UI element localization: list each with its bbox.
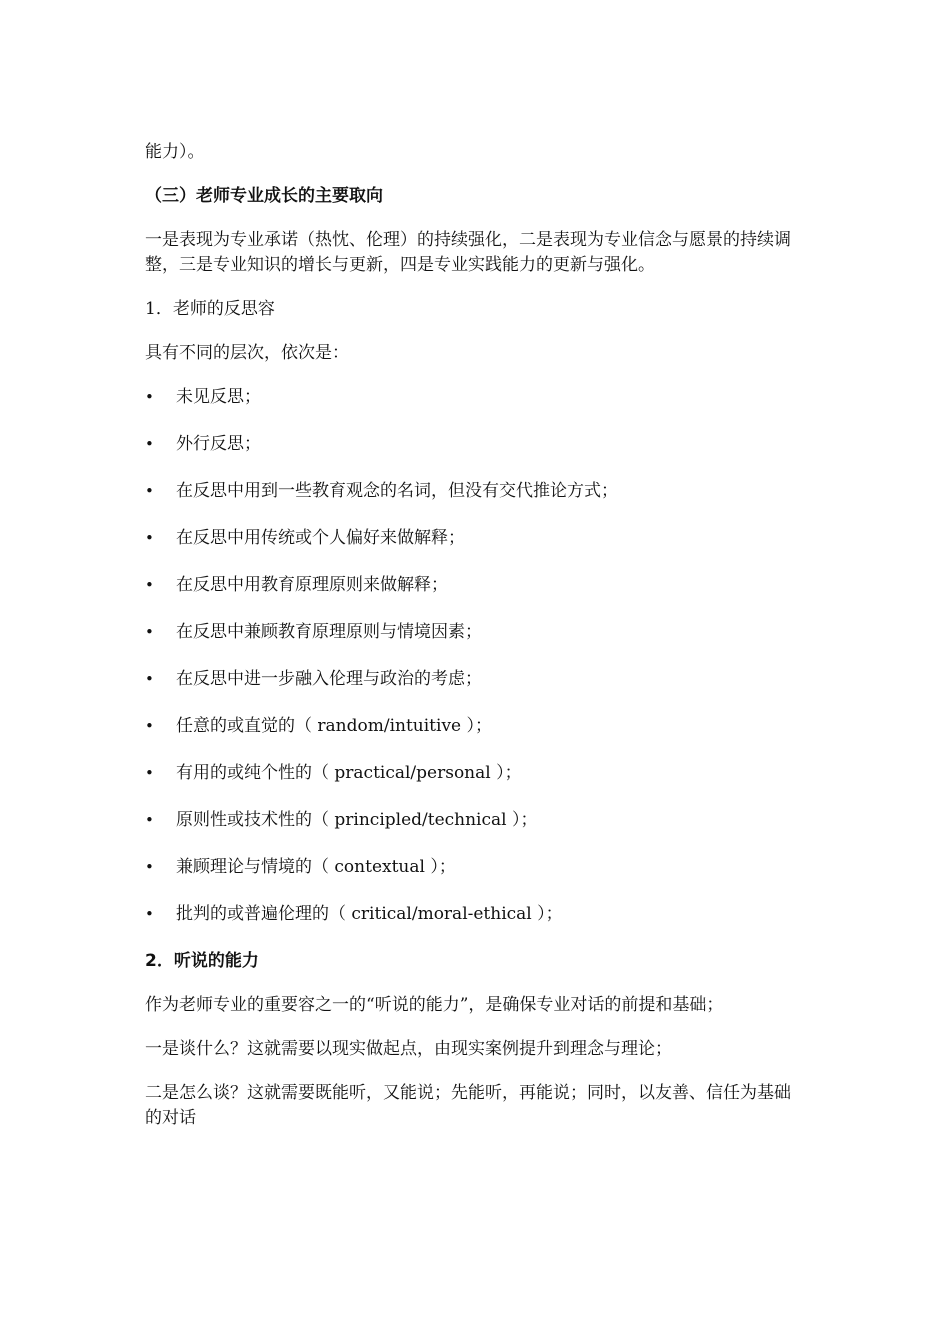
list-item bbox=[145, 902, 805, 927]
lead-text: 能力）。 bbox=[145, 142, 205, 162]
list-item bbox=[145, 479, 805, 504]
subsection-2-paragraph: 一是谈什么？这就需要以现实做起点，由现实案例提升到理念与理论； bbox=[145, 1039, 672, 1059]
list-item-text: 在反思中用到一些教育观念的名词，但没有交代推论方式； bbox=[176, 481, 618, 501]
bullet-icon: • bbox=[145, 388, 154, 406]
list-item-text: 兼顾理论与情境的（ contextual ）； bbox=[176, 857, 456, 877]
subsection-2-heading: 2．听说的能力 bbox=[145, 951, 259, 971]
document-body bbox=[145, 140, 805, 1150]
list-item bbox=[145, 573, 805, 598]
list-item-text: 原则性或技术性的（ principled/technical ）； bbox=[176, 810, 538, 830]
list-item bbox=[145, 808, 805, 833]
bullet-icon: • bbox=[145, 764, 154, 782]
subsection-2-paragraph: 二是怎么谈？这就需要既能听，又能说；先能听，再能说；同时，以友善、信任为基础的对话 bbox=[145, 1083, 791, 1128]
list-item bbox=[145, 761, 805, 786]
list-item-text: 在反思中用传统或个人偏好来做解释； bbox=[176, 528, 465, 548]
reflection-level-list bbox=[145, 385, 805, 927]
bullet-icon: • bbox=[145, 623, 154, 641]
list-item-text: 任意的或直觉的（ random/intuitive ）； bbox=[176, 716, 493, 736]
bullet-icon: • bbox=[145, 811, 154, 829]
bullet-icon: • bbox=[145, 435, 154, 453]
subsection-2-paragraph: 作为老师专业的重要容之一的“听说的能力”，是确保专业对话的前提和基础； bbox=[145, 995, 724, 1015]
list-item bbox=[145, 855, 805, 880]
list-item bbox=[145, 714, 805, 739]
bullet-icon: • bbox=[145, 529, 154, 547]
subsection-1-heading: 1．老师的反思容 bbox=[145, 299, 275, 319]
list-item-text: 在反思中用教育原理原则来做解释； bbox=[176, 575, 448, 595]
list-item bbox=[145, 432, 805, 457]
list-item bbox=[145, 526, 805, 551]
list-item-text: 在反思中进一步融入伦理与政治的考虑； bbox=[176, 669, 482, 689]
list-item bbox=[145, 620, 805, 645]
list-item bbox=[145, 667, 805, 692]
section-heading: （三）老师专业成长的主要取向 bbox=[145, 186, 383, 206]
list-item bbox=[145, 385, 805, 410]
bullet-icon: • bbox=[145, 905, 154, 923]
bullet-icon: • bbox=[145, 670, 154, 688]
bullet-icon: • bbox=[145, 858, 154, 876]
list-item-text: 批判的或普遍伦理的（ critical/moral-ethical ）； bbox=[176, 904, 563, 924]
section-paragraph: 一是表现为专业承诺（热忱、伦理）的持续强化，二是表现为专业信念与愿景的持续调整，三是专业知识的增长与更新，四是专业实践能力的更新与强化。 bbox=[145, 230, 791, 275]
list-item-text: 未见反思； bbox=[176, 387, 261, 407]
subsection-1-intro: 具有不同的层次，依次是： bbox=[145, 343, 349, 363]
bullet-icon: • bbox=[145, 717, 154, 735]
list-item-text: 外行反思； bbox=[176, 434, 261, 454]
list-item-text: 在反思中兼顾教育原理原则与情境因素； bbox=[176, 622, 482, 642]
bullet-icon: • bbox=[145, 576, 154, 594]
bullet-icon: • bbox=[145, 482, 154, 500]
list-item-text: 有用的或纯个性的（ practical/personal ）； bbox=[176, 763, 522, 783]
